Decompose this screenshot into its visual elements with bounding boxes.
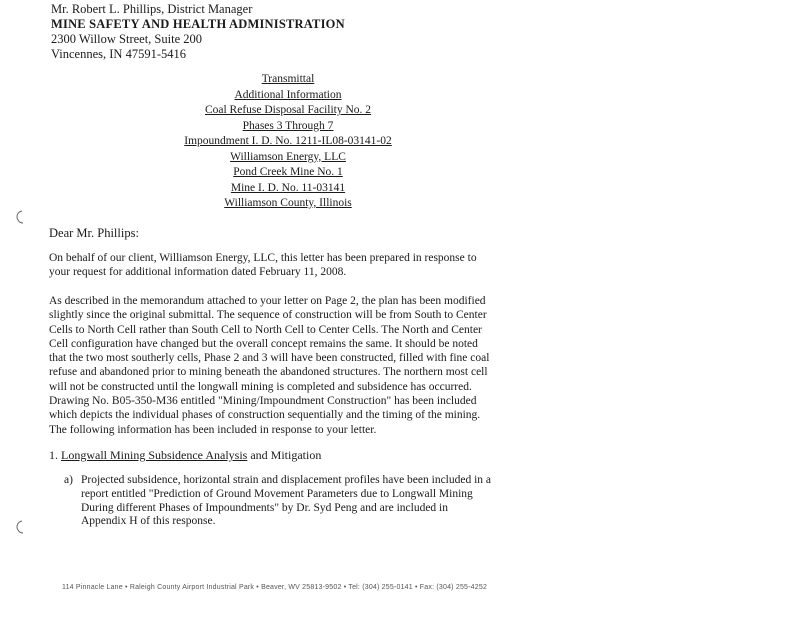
paragraph-line: Drawing No. B05-350-M36 entitled "Mining/Impoundment Construction" has been included — [49, 395, 477, 408]
paragraph-line: refuse and abandoned prior to mining beneath the abandoned structures. The northern most cell — [49, 366, 488, 379]
binder-hole-mark — [14, 520, 24, 534]
section-heading — [49, 448, 321, 463]
transmittal-line: Pond Creek Mine No. 1 — [233, 166, 343, 178]
transmittal-line: Mine I. D. No. 11-03141 — [230, 181, 346, 194]
letterhead-footer: 114 Pinnacle Lane • Raleigh County Airport Industrial Park • Beaver, WV 25813-9502 • Tel: (304) 255-0141 • Fax: (304) 255-4252 — [62, 584, 488, 591]
paragraph-line: The following information has been included in response to your letter. — [49, 423, 377, 436]
recipient-address-block — [51, 2, 345, 62]
transmittal-line: Coal Refuse Disposal Facility No. 2 — [204, 104, 372, 116]
transmittal-heading — [170, 72, 406, 212]
paragraph-line: Cells to North Cell rather than South Cell to North Cell to Center Cells. The North and Center — [49, 323, 482, 336]
list-item-line: report entitled "Prediction of Ground Movement Parameters due to Longwall Mining — [81, 487, 473, 500]
list-item-text — [81, 474, 491, 529]
paragraph-line: slightly since the original submittal. The sequence of construction will be from South to Center — [49, 309, 487, 322]
section-title: Longwall Mining Subsidence Analysis — [61, 448, 248, 462]
transmittal-line: Additional Information — [234, 88, 342, 101]
paragraph-line: will not be constructed until the longwall mining is completed and subsidence has occurred. — [49, 380, 472, 393]
paragraph-line: which depicts the individual phases of construction sequentially and the timing of the mining. — [49, 409, 481, 422]
list-item-label: a) — [64, 474, 73, 486]
recipient-street: 2300 Willow Street, Suite 200 — [51, 32, 202, 46]
salutation: Dear Mr. Phillips: — [49, 226, 139, 240]
recipient-agency: MINE SAFETY AND HEALTH ADMINISTRATION — [51, 17, 345, 31]
transmittal-line: Williamson County, Illinois — [224, 197, 352, 209]
paragraph-line: As described in the memorandum attached to your letter on Page 2, the plan has been modified — [49, 295, 486, 307]
paragraph-line: that the two most southerly cells, Phase 2 and 3 will have been constructed, filled with fine coal — [49, 352, 490, 365]
paragraph-intro — [49, 251, 529, 280]
list-item-line: Appendix H of this response. — [81, 515, 216, 528]
transmittal-line: Impoundment I. D. No. 1211-IL08-03141-02 — [184, 135, 392, 147]
list-item-line: Projected subsidence, horizontal strain and displacement profiles have been included in a — [81, 474, 492, 486]
paragraph-description — [49, 294, 529, 437]
list-item-line: During different Phases of Impoundments" by Dr. Syd Peng and are included in — [81, 501, 448, 514]
transmittal-line: Phases 3 Through 7 — [242, 119, 334, 132]
section-number: 1. — [49, 448, 61, 462]
paragraph-line: Cell configuration have changed but the overall concept remains the same. It should be noted — [49, 337, 478, 350]
paragraph-line: On behalf of our client, Williamson Energy, LLC, this letter has been prepared in response to — [49, 252, 477, 264]
recipient-city: Vincennes, IN 47591-5416 — [51, 47, 186, 61]
paragraph-line: your request for additional information dated February 11, 2008. — [49, 266, 347, 279]
transmittal-line: Williamson Energy, LLC — [230, 150, 346, 163]
transmittal-line: Transmittal — [261, 73, 315, 85]
binder-hole-mark — [14, 210, 24, 224]
recipient-name: Mr. Robert L. Phillips, District Manager — [51, 2, 253, 16]
section-title-suffix: and Mitigation — [247, 448, 322, 462]
